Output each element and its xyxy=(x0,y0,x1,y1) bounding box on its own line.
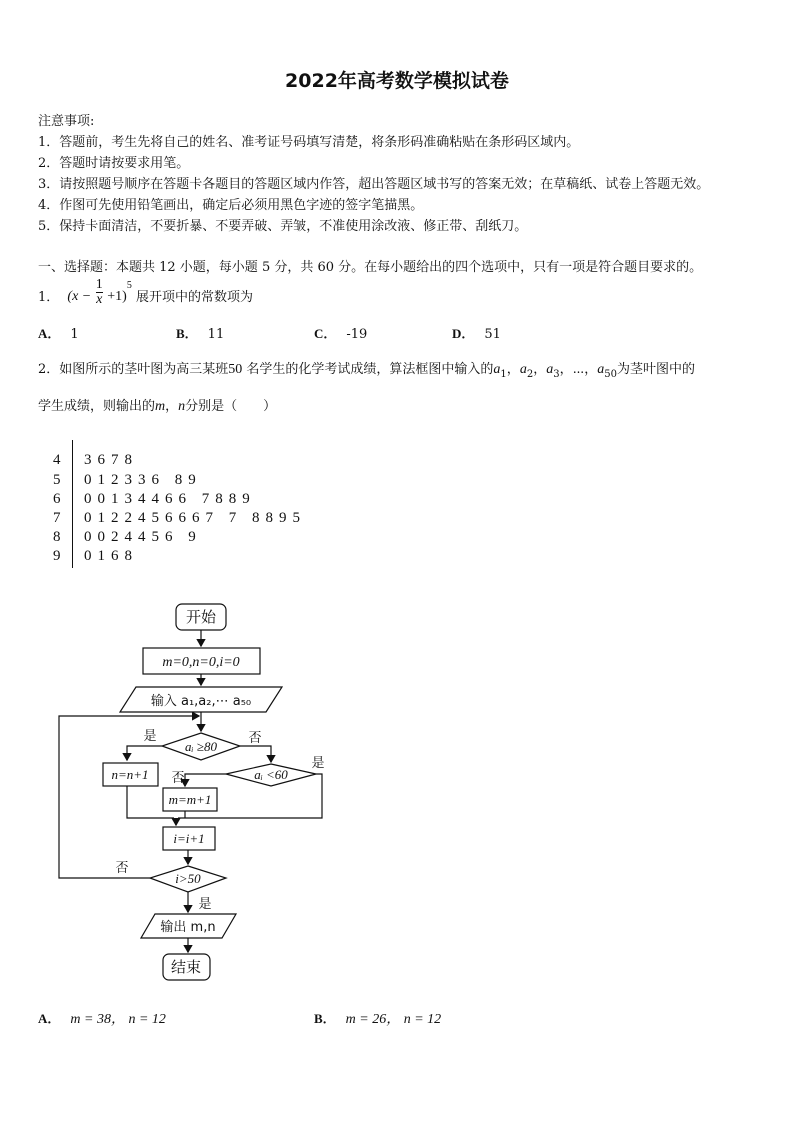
page-title: 2022年高考数学模拟试卷 xyxy=(285,70,509,92)
cond2-label: aᵢ <60 xyxy=(254,767,288,782)
notice-item: 4．作图可先使用铅笔画出，确定后必须用黑色字迹的签字笔描黑。 xyxy=(38,198,424,213)
option-b[interactable]: B． m = 26， n = 12 xyxy=(314,1011,442,1027)
notice-item: 1．答题前，考生先将自己的姓名、准考证号码填写清楚，将条形码准确粘贴在条形码区域内。 xyxy=(38,135,580,150)
q1-expression: (x − $\frac{1}{x}$ +1)$^5$ xyxy=(67,277,132,307)
no-label: 否 xyxy=(115,861,129,876)
no-label: 否 xyxy=(248,731,262,746)
cond1-label: aᵢ ≥80 xyxy=(185,739,217,754)
no-label: 否 xyxy=(171,771,185,786)
m-inc-label: m=m+1 xyxy=(168,792,212,807)
section-heading: 一、选择题：本题共 12 小题，每小题 5 分，共 60 分。在每小题给出的四个选项中，只有一项是符合题目要求的。 xyxy=(38,260,703,275)
output-label: 输出 m,n xyxy=(160,920,216,935)
option-d[interactable]: D． 51 xyxy=(452,326,501,342)
notice-item: 2．答题时请按要求用笔。 xyxy=(38,156,190,171)
question-number: 1． xyxy=(38,290,60,305)
notice-item: 3．请按照题号顺序在答题卡各题目的答题区域内作答，超出答题区域书写的答案无效；在草稿纸、试卷上答题无效。 xyxy=(38,177,710,192)
notice-heading: 注意事项: xyxy=(38,114,95,129)
yes-label: 是 xyxy=(311,756,325,771)
option-b[interactable]: B． 11 xyxy=(176,326,225,342)
cond3-label: i>50 xyxy=(175,871,201,886)
yes-label: 是 xyxy=(198,897,212,912)
option-c[interactable]: C． -19 xyxy=(314,326,368,342)
option-a[interactable]: A． m = 38， n = 12 xyxy=(38,1011,166,1027)
stem-leaf-plot: 4 3678 5 012336 89 6 00134466 7889 7 0122456667 7 8895 8 0024456 9 9 0168 xyxy=(50,440,320,568)
init-label: m=0,n=0,i=0 xyxy=(162,655,240,670)
yes-label: 是 xyxy=(143,729,157,744)
option-a[interactable]: A． 1 xyxy=(38,326,79,342)
q1-tail: 展开项中的常数项为 xyxy=(135,290,253,305)
start-label: 开始 xyxy=(185,608,217,626)
question-2: 2．如图所示的茎叶图为高三某班50 名学生的化学考试成绩，算法框图中输入的$a_1$，$a_2$，$a_3$，⋯，$a_{50}$为茎叶图中的 xyxy=(38,362,696,380)
i-inc-label: i=i+1 xyxy=(173,831,205,846)
question-2-line2: 学生成绩，则输出的m，n分别是（ ） xyxy=(38,399,277,414)
n-inc-label: n=n+1 xyxy=(111,767,149,782)
notice-item: 5．保持卡面清洁，不要折暴、不要弄破、弄皱，不准使用涂改液、修正带、刮纸刀。 xyxy=(38,219,528,234)
end-label: 结束 xyxy=(170,958,202,976)
input-label: 输入 a₁,a₂,⋯ a₅₀ xyxy=(150,694,252,709)
